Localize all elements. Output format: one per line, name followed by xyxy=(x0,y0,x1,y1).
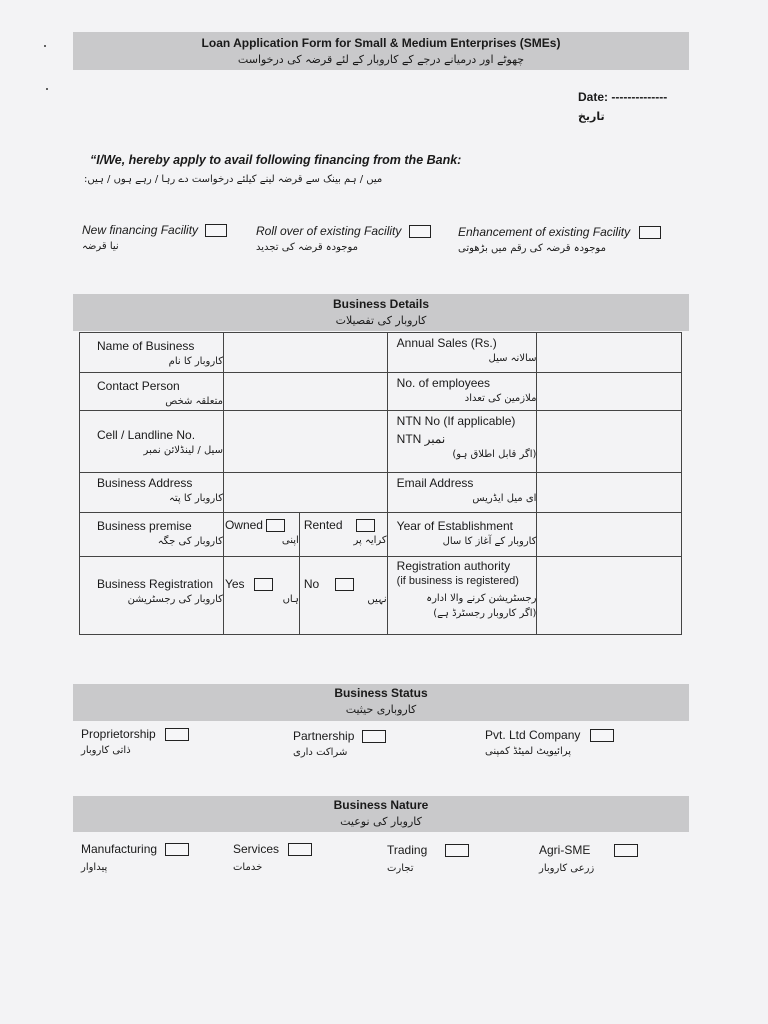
email-input[interactable] xyxy=(537,473,682,513)
field-label: Annual Sales (Rs.) xyxy=(396,336,497,350)
business-nature-band xyxy=(73,796,689,832)
field-label: Name of Business xyxy=(97,339,195,353)
field-label-urdu: ای میل ایڈریس xyxy=(472,493,537,504)
date-label: Date: -------------- xyxy=(578,90,668,104)
label-cell xyxy=(387,557,537,635)
table-row xyxy=(80,411,682,473)
nature-option-agri-sme[interactable] xyxy=(539,843,638,874)
option-label-urdu: خدمات xyxy=(233,862,263,873)
section-title-urdu: کاروبار کی تفصیلات xyxy=(335,314,427,327)
field-label-urdu: کاروبار کی جگہ xyxy=(157,536,223,547)
option-label: No xyxy=(303,577,320,591)
field-label-urdu: (اگر قابل اطلاق ہو) xyxy=(452,449,537,460)
scan-speck xyxy=(46,88,48,90)
field-label: Year of Establishment xyxy=(396,519,513,533)
section-title-urdu: کاروبار کی نوعیت xyxy=(340,815,422,828)
field-label: Business premise xyxy=(97,519,192,533)
label-cell xyxy=(80,373,224,411)
registration-no-option[interactable] xyxy=(299,557,387,635)
checkbox[interactable] xyxy=(614,844,638,857)
option-label: Services xyxy=(233,842,280,856)
intro-statement: “I/We, hereby apply to avail following financing from the Bank: xyxy=(90,153,462,167)
option-label: Yes xyxy=(224,577,245,591)
financing-option-label: New financing Facility xyxy=(82,223,199,237)
table-row xyxy=(80,557,682,635)
checkbox[interactable] xyxy=(362,730,386,743)
label-cell xyxy=(387,411,537,473)
field-label: NTN نمبر xyxy=(396,432,446,446)
section-title: Business Status xyxy=(334,686,428,700)
field-label: (if business is registered) xyxy=(396,575,519,587)
option-label: Partnership xyxy=(293,729,355,743)
field-label-urdu: (اگر کاروبار رجسٹرڈ ہے) xyxy=(433,608,537,619)
business-details-table xyxy=(79,332,682,635)
label-cell xyxy=(387,333,537,373)
form-title-urdu: چھوٹے اور درمیانے درجے کے کاروبار کے لئے قرضہ کی درخواست xyxy=(237,53,525,66)
field-label: Business Registration xyxy=(97,577,214,591)
option-label: Agri-SME xyxy=(539,843,591,857)
form-title: Loan Application Form for Small & Medium Enterprises (SMEs) xyxy=(201,36,561,50)
checkbox[interactable] xyxy=(165,728,189,741)
premise-owned-option[interactable] xyxy=(223,513,299,557)
financing-option-rollover[interactable] xyxy=(256,224,431,253)
field-label-urdu: کاروبار کی رجسٹریشن xyxy=(127,594,223,605)
scan-speck xyxy=(44,45,46,47)
option-label: Proprietorship xyxy=(81,727,156,741)
section-title-urdu: کاروباری حیثیت xyxy=(345,703,417,716)
financing-option-urdu: موجودہ قرضہ کی تجدید xyxy=(256,242,358,253)
option-label: Pvt. Ltd Company xyxy=(485,728,581,742)
premise-rented-option[interactable] xyxy=(299,513,387,557)
form-title-band xyxy=(73,32,689,70)
checkbox[interactable] xyxy=(266,519,285,532)
option-label: Trading xyxy=(387,843,428,857)
checkbox[interactable] xyxy=(356,519,375,532)
field-label: Contact Person xyxy=(97,379,180,393)
nature-option-trading[interactable] xyxy=(387,843,469,874)
label-cell xyxy=(387,473,537,513)
business-details-band xyxy=(73,294,689,331)
field-label-urdu: کاروبار کا نام xyxy=(168,356,223,367)
field-label-urdu: سالانہ سیل xyxy=(488,353,537,364)
date-field[interactable] xyxy=(578,90,667,104)
address-input[interactable] xyxy=(223,473,387,513)
label-cell xyxy=(80,513,224,557)
option-label-urdu: پیداوار xyxy=(81,862,108,873)
checkbox[interactable] xyxy=(254,578,273,591)
checkbox[interactable] xyxy=(639,226,661,239)
checkbox[interactable] xyxy=(205,224,227,237)
financing-option-label: Roll over of existing Facility xyxy=(256,224,402,238)
field-label: No. of employees xyxy=(396,376,491,390)
field-label-urdu: ملازمین کی تعداد xyxy=(464,393,537,404)
table-row xyxy=(80,333,682,373)
employees-input[interactable] xyxy=(537,373,682,411)
ntn-input[interactable] xyxy=(537,411,682,473)
option-label-urdu: کرایہ پر xyxy=(353,535,387,547)
nature-option-services[interactable] xyxy=(233,842,312,873)
section-title: Business Nature xyxy=(333,798,429,812)
field-label: NTN No (If applicable) xyxy=(396,414,516,428)
section-title: Business Details xyxy=(332,297,430,311)
field-label-urdu: رجسٹریشن کرنے والا ادارہ xyxy=(426,593,537,604)
financing-option-urdu: نیا قرضہ xyxy=(82,241,119,252)
intro-statement-urdu: میں / ہم بینک سے قرضہ لینے کیلئے درخواست دے رہا / رہے ہوں / ہیں: xyxy=(84,174,383,185)
label-cell xyxy=(80,411,224,473)
option-label-urdu: زرعی کاروبار xyxy=(539,863,595,874)
field-label-urdu: سیل / لینڈلائن نمبر xyxy=(143,445,223,456)
checkbox[interactable] xyxy=(288,843,312,856)
option-label-urdu: پرائیویٹ لمیٹڈ کمپنی xyxy=(485,746,572,757)
status-option-pvt-ltd[interactable] xyxy=(485,728,614,757)
status-option-proprietorship[interactable] xyxy=(81,727,189,756)
field-label: Email Address xyxy=(396,476,474,490)
checkbox[interactable] xyxy=(335,578,354,591)
table-row xyxy=(80,513,682,557)
financing-option-new[interactable] xyxy=(82,223,227,252)
checkbox[interactable] xyxy=(445,844,469,857)
date-label-urdu: تاریخ xyxy=(578,110,605,123)
option-label-urdu: اپنی xyxy=(281,535,299,547)
field-label: Cell / Landline No. xyxy=(97,428,196,442)
phone-input[interactable] xyxy=(223,411,387,473)
business-name-input[interactable] xyxy=(223,333,387,373)
field-label-urdu: کاروبار کا پتہ xyxy=(169,493,223,504)
status-option-partnership[interactable] xyxy=(293,729,386,758)
option-label-urdu: نہیں xyxy=(367,594,387,606)
checkbox[interactable] xyxy=(590,729,614,742)
option-label-urdu: شراکت داری xyxy=(293,747,348,758)
year-established-input[interactable] xyxy=(537,513,682,557)
checkbox[interactable] xyxy=(409,225,431,238)
field-label-urdu: متعلقہ شخص xyxy=(165,396,223,407)
financing-option-label: Enhancement of existing Facility xyxy=(458,225,631,239)
contact-person-input[interactable] xyxy=(223,373,387,411)
option-label: Rented xyxy=(303,518,343,532)
label-cell xyxy=(80,557,224,635)
option-label-urdu: ہاں xyxy=(282,594,299,606)
option-label: Owned xyxy=(224,518,263,532)
registration-authority-input[interactable] xyxy=(537,557,682,635)
financing-option-urdu: موجودہ قرضہ کی رقم میں بڑھوتی xyxy=(458,243,606,254)
field-label: Registration authority xyxy=(396,559,511,573)
nature-option-manufacturing[interactable] xyxy=(81,842,189,873)
label-cell xyxy=(387,513,537,557)
financing-option-enhancement[interactable] xyxy=(458,225,661,254)
label-cell xyxy=(80,333,224,373)
table-row xyxy=(80,473,682,513)
field-label: Business Address xyxy=(97,476,193,490)
registration-yes-option[interactable] xyxy=(223,557,299,635)
business-status-band xyxy=(73,684,689,721)
label-cell xyxy=(387,373,537,411)
table-row xyxy=(80,373,682,411)
option-label-urdu: ذاتی کاروبار xyxy=(81,745,131,756)
option-label-urdu: تجارت xyxy=(387,863,414,874)
option-label: Manufacturing xyxy=(81,842,158,856)
label-cell xyxy=(80,473,224,513)
field-label-urdu: کاروبار کے آغاز کا سال xyxy=(442,536,537,547)
checkbox[interactable] xyxy=(165,843,189,856)
annual-sales-input[interactable] xyxy=(537,333,682,373)
